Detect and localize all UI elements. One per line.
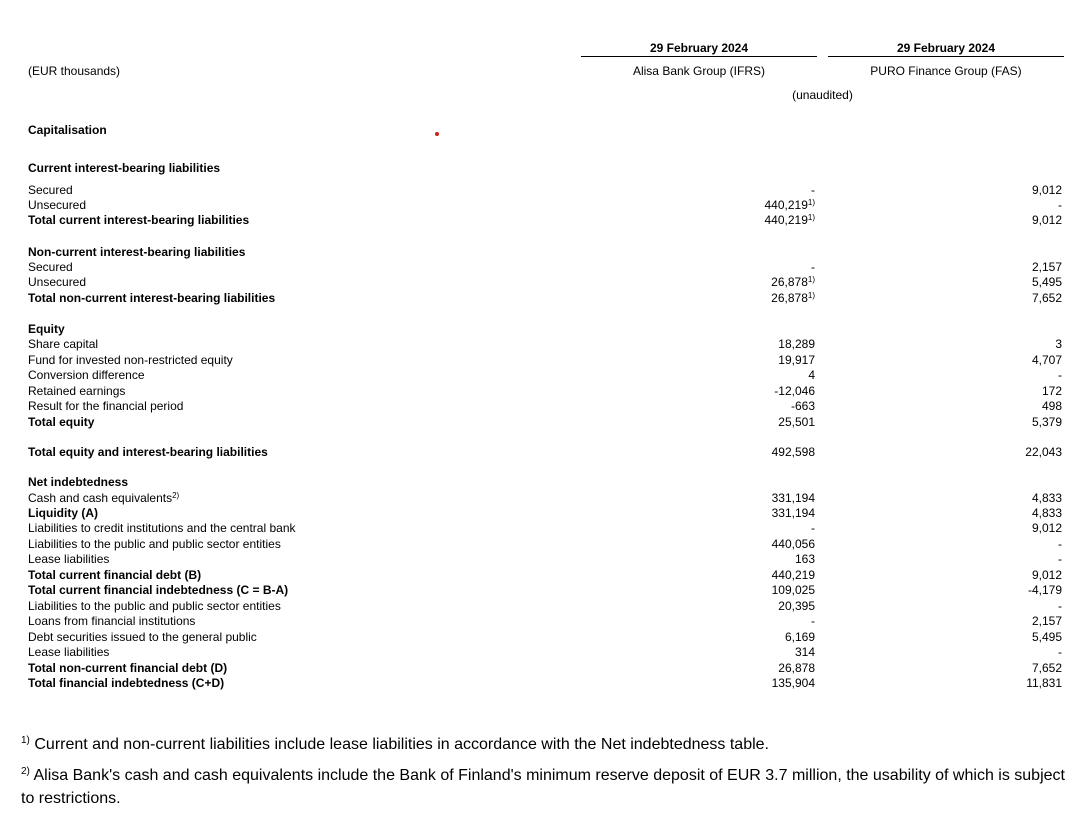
table-row [28,645,1064,660]
puro-value: 5,495 [1031,630,1062,644]
alisa-value: 18,289 [778,337,815,351]
alisa-value: - [811,614,815,628]
row-label: Result for the financial period [28,399,184,413]
puro-value: 172 [1041,384,1062,398]
puro-value: 4,833 [1031,491,1062,505]
footnote-ref: 2) [172,491,180,500]
column-1-name: Alisa Bank Group (IFRS) [632,64,766,78]
footnote-2: $^{2)}$ Alisa Bank's cash and cash equivalents include the Bank of Finland's minimum reserve deposit of EUR 3.7 million, the usability of which is subject to restrictions. [21,766,1065,807]
alisa-value: 314 [794,645,815,659]
table-row [28,384,1064,399]
row-label: Total non-current interest-bearing liabilities [28,291,276,305]
table-row [28,568,1064,583]
table-row [28,491,1064,506]
table-row [28,506,1064,521]
puro-value: - [1058,645,1062,659]
table-row [28,337,1064,352]
puro-value: 22,043 [1025,445,1062,459]
alisa-value: 6,169 [784,630,815,644]
alisa-value: 440,219$^{1)}$ [764,213,815,227]
footnote-ref: 1) [807,213,815,222]
column-2-name: PURO Finance Group (FAS) [870,64,1022,78]
row-label: Unsecured [28,198,87,212]
table-row [28,198,1064,213]
table-row [28,475,1064,490]
row-label: Total financial indebtedness (C+D) [28,676,225,690]
puro-value: - [1058,198,1062,212]
table-row [28,399,1064,414]
table-row [28,213,1064,228]
puro-value: 7,652 [1031,661,1062,675]
footnote-1: $^{1)}$ Current and non-current liabilities include lease liabilities in accordance with the Net indebtedness table. [21,735,769,753]
table-row [28,291,1064,306]
alisa-value: 331,194 [771,491,815,505]
row-label: Debt securities issued to the general public [28,630,257,644]
row-label: Total current financial indebtedness (C = B-A) [28,583,289,597]
alisa-value: 20,395 [778,599,815,613]
puro-value: - [1058,537,1062,551]
puro-value: 2,157 [1031,260,1062,274]
alisa-value: 4 [808,368,815,382]
table-row [28,537,1064,552]
row-label: Secured [28,183,73,197]
row-label: Conversion difference [28,368,145,382]
table-row [28,183,1064,198]
table-row [28,123,1064,138]
alisa-value: 19,917 [778,353,815,367]
row-label: Liabilities to the public and public sector entities [28,599,281,613]
table-row [28,445,1064,460]
puro-value: 5,379 [1031,415,1062,429]
row-label: Fund for invested non-restricted equity [28,353,233,367]
puro-value: 11,831 [1026,676,1062,690]
unaudited-note: (unaudited) [792,88,853,102]
alisa-value: 492,598 [771,445,815,459]
unit-label: (EUR thousands) [28,64,121,78]
table-row [28,245,1064,260]
table-row [28,614,1064,629]
table-row [28,521,1064,536]
alisa-value: - [811,260,815,274]
alisa-value: 440,219$^{1)}$ [764,198,815,212]
alisa-value: - [811,183,815,197]
alisa-value: - [811,521,815,535]
table-row [28,260,1064,275]
row-label: Total equity and interest-bearing liabilities [28,445,268,459]
table-row [28,322,1064,337]
row-label: Total equity [28,415,95,429]
row-label: Lease liabilities [28,645,110,659]
alisa-value: 26,878$^{1)}$ [771,275,815,289]
row-label: Lease liabilities [28,552,110,566]
row-label: Current interest-bearing liabilities [28,161,221,175]
puro-value: - [1058,599,1062,613]
footnote-mark: 2) [21,766,30,777]
puro-value: - [1058,552,1062,566]
row-label: Total current financial debt (B) [28,568,202,582]
row-label: Retained earnings [28,384,126,398]
puro-value: 9,012 [1031,213,1062,227]
table-row [28,552,1064,567]
row-label: Liabilities to the public and public sector entities [28,537,281,551]
row-label: Cash and cash equivalents$^{2)}$ [28,491,180,505]
puro-value: 4,833 [1031,506,1062,520]
row-label: Unsecured [28,275,87,289]
alisa-value: 440,056 [771,537,815,551]
row-label: Net indebtedness [28,475,129,489]
row-label: Capitalisation [28,123,107,137]
row-label: Share capital [28,337,99,351]
table-row [28,599,1064,614]
puro-value: -4,179 [1027,583,1062,597]
footnote-ref: 1) [807,198,815,207]
alisa-value: -663 [790,399,815,413]
row-label: Total current interest-bearing liabilities [28,213,250,227]
table-row [28,676,1064,691]
row-label: Loans from financial institutions [28,614,196,628]
table-row [28,415,1064,430]
table-row [28,661,1064,676]
table-row [28,630,1064,645]
alisa-value: 135,904 [771,676,815,690]
row-label: Equity [28,322,65,336]
table-row [28,275,1064,290]
column-2-date: 29 February 2024 [828,41,1064,57]
alisa-value: 26,878 [778,661,815,675]
table-row [28,368,1064,383]
puro-value: 9,012 [1031,568,1062,582]
table-row [28,353,1064,368]
row-label: Liabilities to credit institutions and the central bank [28,521,296,535]
alisa-value: -12,046 [774,384,815,398]
puro-value: 9,012 [1031,521,1062,535]
footnote-ref: 1) [807,291,815,300]
puro-value: 3 [1055,337,1062,351]
table-row [28,583,1064,598]
footnote-ref: 1) [807,275,815,284]
puro-value: 5,495 [1031,275,1062,289]
alisa-value: 25,501 [778,415,815,429]
alisa-value: 163 [794,552,815,566]
puro-value: 498 [1041,399,1062,413]
row-label: Secured [28,260,73,274]
puro-value: 9,012 [1031,183,1062,197]
table-row [28,161,1064,176]
puro-value: 2,157 [1031,614,1062,628]
alisa-value: 26,878$^{1)}$ [771,291,815,305]
row-label: Liquidity (A) [28,506,98,520]
alisa-value: 109,025 [771,583,815,597]
alisa-value: 331,194 [771,506,815,520]
puro-value: 7,652 [1031,291,1062,305]
footnote-mark: 1) [21,735,30,746]
puro-value: 4,707 [1031,353,1062,367]
puro-value: - [1058,368,1062,382]
row-label: Non-current interest-bearing liabilities [28,245,246,259]
column-1-date: 29 February 2024 [581,41,817,57]
row-label: Total non-current financial debt (D) [28,661,228,675]
alisa-value: 440,219 [771,568,815,582]
